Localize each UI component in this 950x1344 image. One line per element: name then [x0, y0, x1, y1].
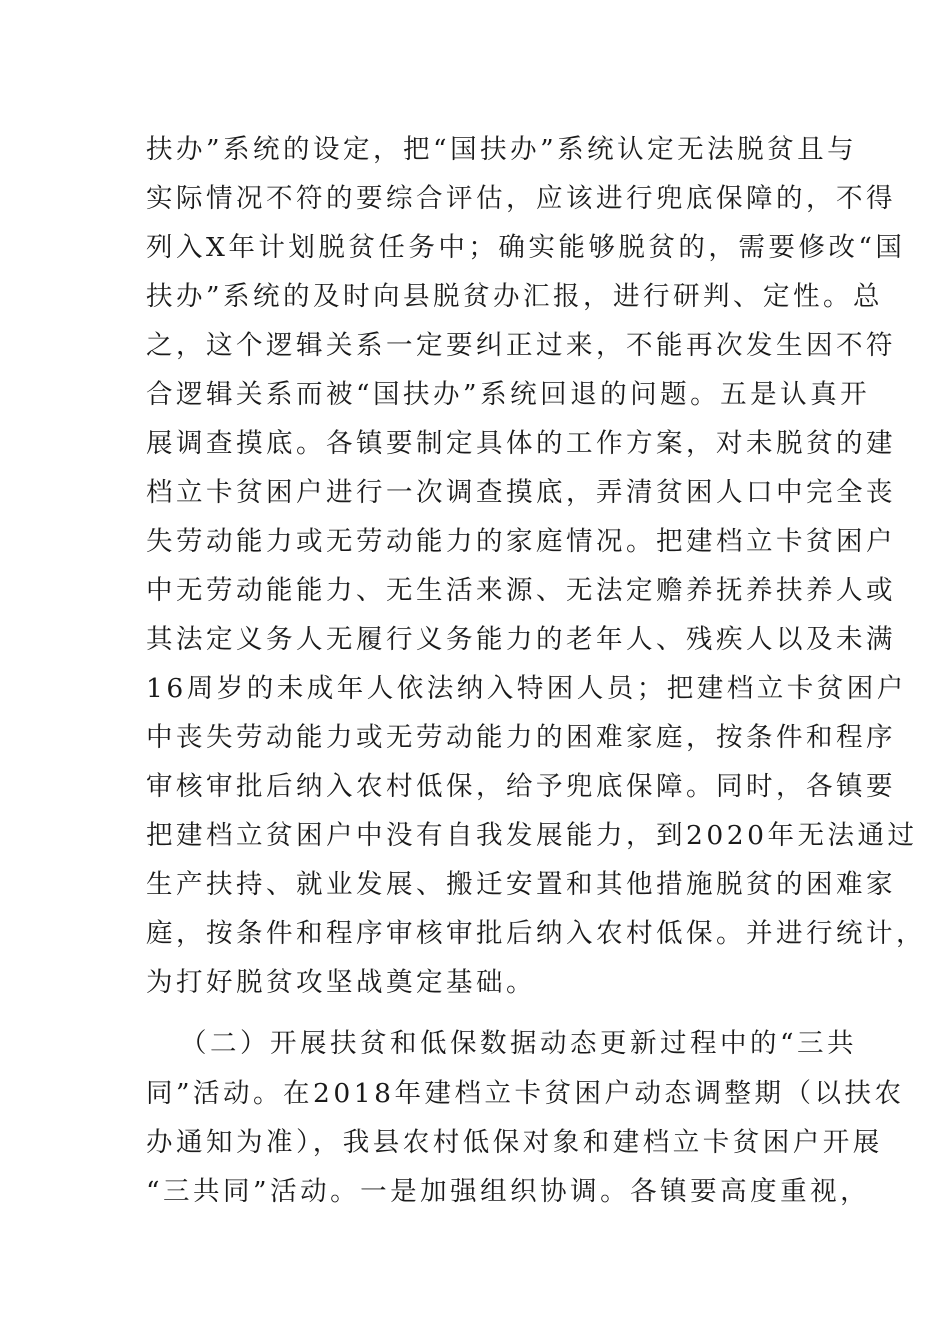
text-line: “三共同”活动。一是加强组织协调。各镇要高度重视，: [146, 1176, 871, 1207]
text-line: 列入X年计划脱贫任务中；确实能够脱贫的，需要修改“国: [146, 232, 906, 263]
text-line: 为打好脱贫攻坚战奠定基础。: [146, 967, 536, 998]
text-line: 同”活动。在2018年建档立卡贫困户动态调整期（以扶农: [146, 1078, 905, 1109]
text-line: 16周岁的未成年人依法纳入特困人员；把建档立卡贫困户: [146, 673, 907, 704]
text-line: 生产扶持、就业发展、搬迁安置和其他措施脱贫的困难家: [146, 869, 896, 900]
text-line: 失劳动能力或无劳动能力的家庭情况。把建档立卡贫困户: [146, 526, 896, 557]
text-line: 中无劳动能能力、无生活来源、无法定赡养抚养扶养人或: [146, 575, 896, 606]
text-line: 实际情况不符的要综合评估，应该进行兜底保障的，不得: [146, 183, 896, 214]
text-line: 之，这个逻辑关系一定要纠正过来，不能再次发生因不符: [146, 330, 896, 361]
text-line: 审核审批后纳入农村低保，给予兜底保障。同时，各镇要: [146, 771, 896, 802]
text-line: 扶办”系统的设定，把“国扶办”系统认定无法脱贫且与: [146, 134, 858, 165]
text-line: 扶办”系统的及时向县脱贫办汇报，进行研判、定性。总: [146, 281, 884, 312]
text-line: 把建档立贫困户中没有自我发展能力，到2020年无法通过: [146, 820, 918, 851]
section-heading-line: （二）开展扶贫和低保数据动态更新过程中的“三共: [180, 1028, 858, 1059]
text-line: 合逻辑关系而被“国扶办”系统回退的问题。五是认真开: [146, 379, 871, 410]
text-line: 庭，按条件和程序审核审批后纳入农村低保。并进行统计，: [146, 918, 926, 949]
text-line: 中丧失劳动能力或无劳动能力的困难家庭，按条件和程序: [146, 722, 896, 753]
text-line: 其法定义务人无履行义务能力的老年人、残疾人以及未满: [146, 624, 896, 655]
text-line: 档立卡贫困户进行一次调查摸底，弄清贫困人口中完全丧: [146, 477, 896, 508]
text-line: 办通知为准），我县农村低保对象和建档立卡贫困户开展: [146, 1127, 883, 1158]
text-line: 展调查摸底。各镇要制定具体的工作方案，对未脱贫的建: [146, 428, 896, 459]
